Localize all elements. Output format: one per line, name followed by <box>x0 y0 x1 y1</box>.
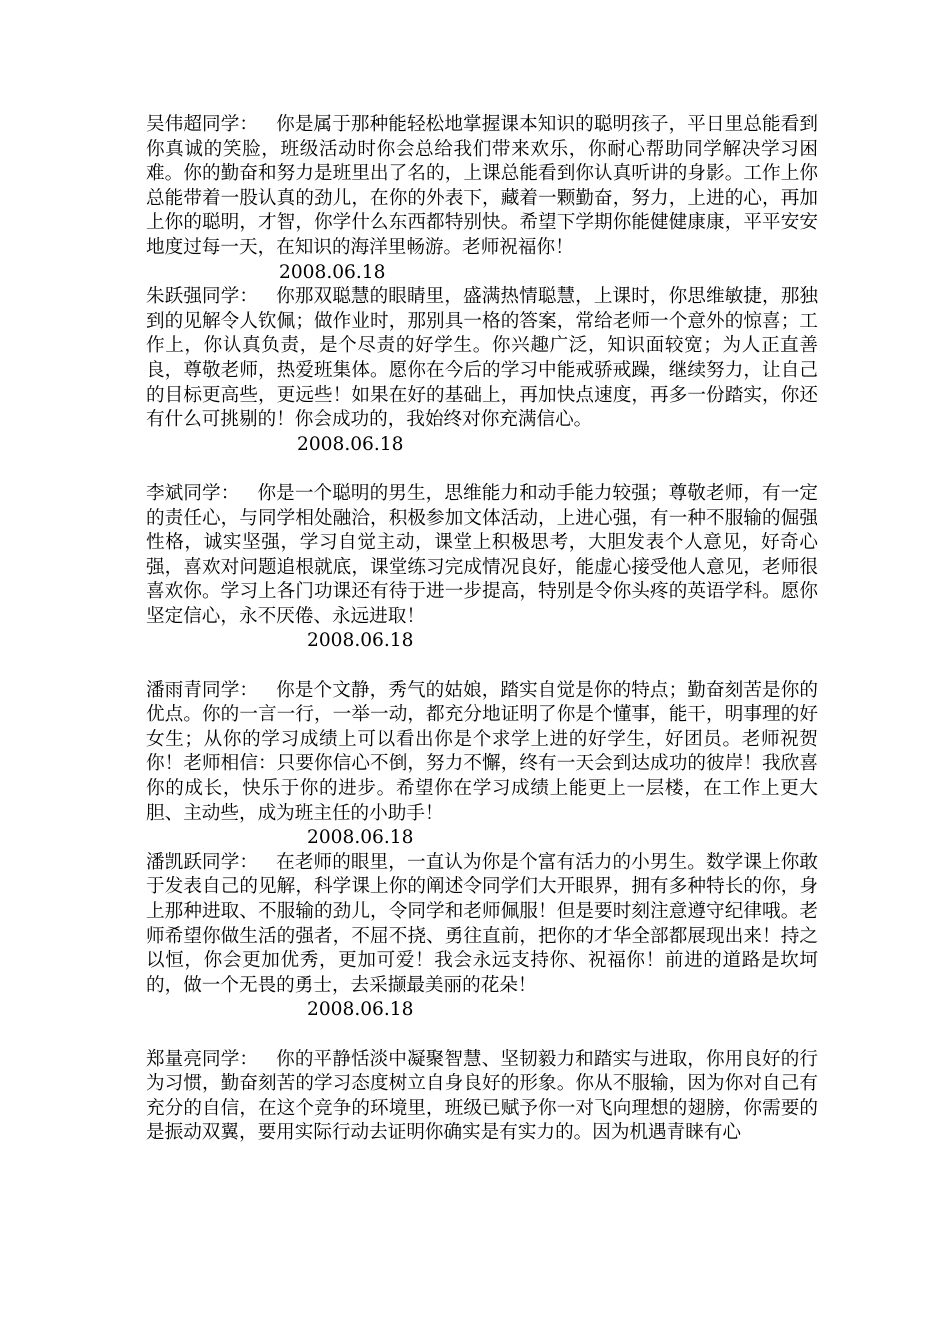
comment-entry <box>146 482 818 654</box>
comment-text: 在老师的眼里，一直认为你是个富有活力的小男生。数学课上你敢于发表自己的见解，科学课上你的阐述令同学们大开眼界，拥有多种特长的你，身上那种进取、不服输的劲儿，令同学和老师佩服！但是要时刻注意遵守纪律哦。老师希望你做生活的强者，不屈不挠、勇往直前，把你的才华全部都展现出来！持之以恒，你会更加优秀，更加可爱！我会永远支持你、祝福你！前进的道路是坎坷的，做一个无畏的勇士，去采撷最美丽的花朵！ <box>146 851 818 996</box>
comment-entry <box>146 851 818 1023</box>
comment-date: 2008.06.18 <box>307 630 414 652</box>
comment-date: 2008.06.18 <box>307 999 414 1021</box>
student-name: 朱跃强同学： <box>146 286 259 308</box>
document-page <box>146 113 818 1146</box>
comment-text: 你是个文静，秀气的姑娘，踏实自觉是你的特点；勤奋刻苦是你的优点。你的一言一行，一举一动，都充分地证明了你是个懂事，能干，明事理的好女生；从你的学习成绩上可以看出你是个求学上进的好学生，好团员。老师祝贺你！老师相信：只要你信心不倒，努力不懈，终有一天会到达成功的彼岸！我欣喜你的成长，快乐于你的进步。希望你在学习成绩上能更上一层楼，在工作上更大胆、主动些，成为班主任的小助手！ <box>146 679 818 824</box>
student-name: 郑量亮同学： <box>146 1048 259 1070</box>
student-name: 李斌同学： <box>146 482 240 504</box>
comment-paragraph <box>146 679 818 827</box>
blank-line <box>146 457 818 482</box>
comment-paragraph <box>146 285 818 433</box>
comment-date: 2008.06.18 <box>279 261 386 283</box>
comment-entry <box>146 679 818 851</box>
comment-paragraph <box>146 1048 818 1146</box>
comment-entry <box>146 1048 818 1146</box>
blank-line <box>146 654 818 679</box>
comment-paragraph <box>146 482 818 630</box>
comment-paragraph <box>146 851 818 999</box>
comment-text: 你那双聪慧的眼睛里，盛满热情聪慧，上课时，你思维敏捷，那独到的见解令人钦佩；做作业时，那别具一格的答案，常给老师一个意外的惊喜；工作上，你认真负责，是个尽责的好学生。你兴趣广泛，知识面较宽；为人正直善良，尊敬老师，热爱班集体。愿你在今后的学习中能戒骄戒躁，继续努力，让自己的目标更高些，更远些！如果在好的基础上，再加快点速度，再多一份踏实，你还有什么可挑剔的！你会成功的，我始终对你充满信心。 <box>146 286 818 431</box>
comment-text: 你是一个聪明的男生，思维能力和动手能力较强；尊敬老师，有一定的责任心，与同学相处融洽，积极参加文体活动，上进心强，有一种不服输的倔强性格，诚实坚强，学习自觉主动，课堂上积极思考，大胆发表个人意见，好奇心强，喜欢对问题追根就底，课堂练习完成情况良好，能虚心接受他人意见，老师很喜欢你。学习上各门功课还有待于进一步提高，特别是令你头疼的英语学科。愿你坚定信心，永不厌倦、永远进取！ <box>146 482 818 627</box>
student-name: 吴伟超同学： <box>146 114 259 135</box>
comment-date: 2008.06.18 <box>307 827 414 849</box>
student-name: 潘雨青同学： <box>146 679 259 701</box>
blank-line <box>146 1023 818 1048</box>
comment-date: 2008.06.18 <box>297 433 404 455</box>
comment-entry <box>146 113 818 285</box>
comment-paragraph <box>146 113 818 261</box>
comment-text: 你是属于那种能轻松地掌握课本知识的聪明孩子，平日里总能看到你真诚的笑脸，班级活动时你会总给我们带来欢乐，你耐心帮助同学解决学习困难。你的勤奋和努力是班里出了名的，上课总能看到你认真听讲的身影。工作上你总能带着一股认真的劲儿，在你的外表下，藏着一颗勤奋，努力，上进的心，再加上你的聪明，才智，你学什么东西都特别快。希望下学期你能健健康康，平平安安地度过每一天，在知识的海洋里畅游。老师祝福你！ <box>146 114 818 258</box>
comment-text: 你的平静恬淡中凝聚智慧、坚韧毅力和踏实与进取，你用良好的行为习惯，勤奋刻苦的学习态度树立自身良好的形象。你从不服输，因为你对自己有充分的自信，在这个竞争的环境里，班级已赋予你一对飞向理想的翅膀，你需要的是振动双翼，要用实际行动去证明你确实是有实力的。因为机遇青睐有心 <box>146 1048 818 1144</box>
comment-entry <box>146 285 818 457</box>
student-name: 潘凯跃同学： <box>146 851 259 873</box>
